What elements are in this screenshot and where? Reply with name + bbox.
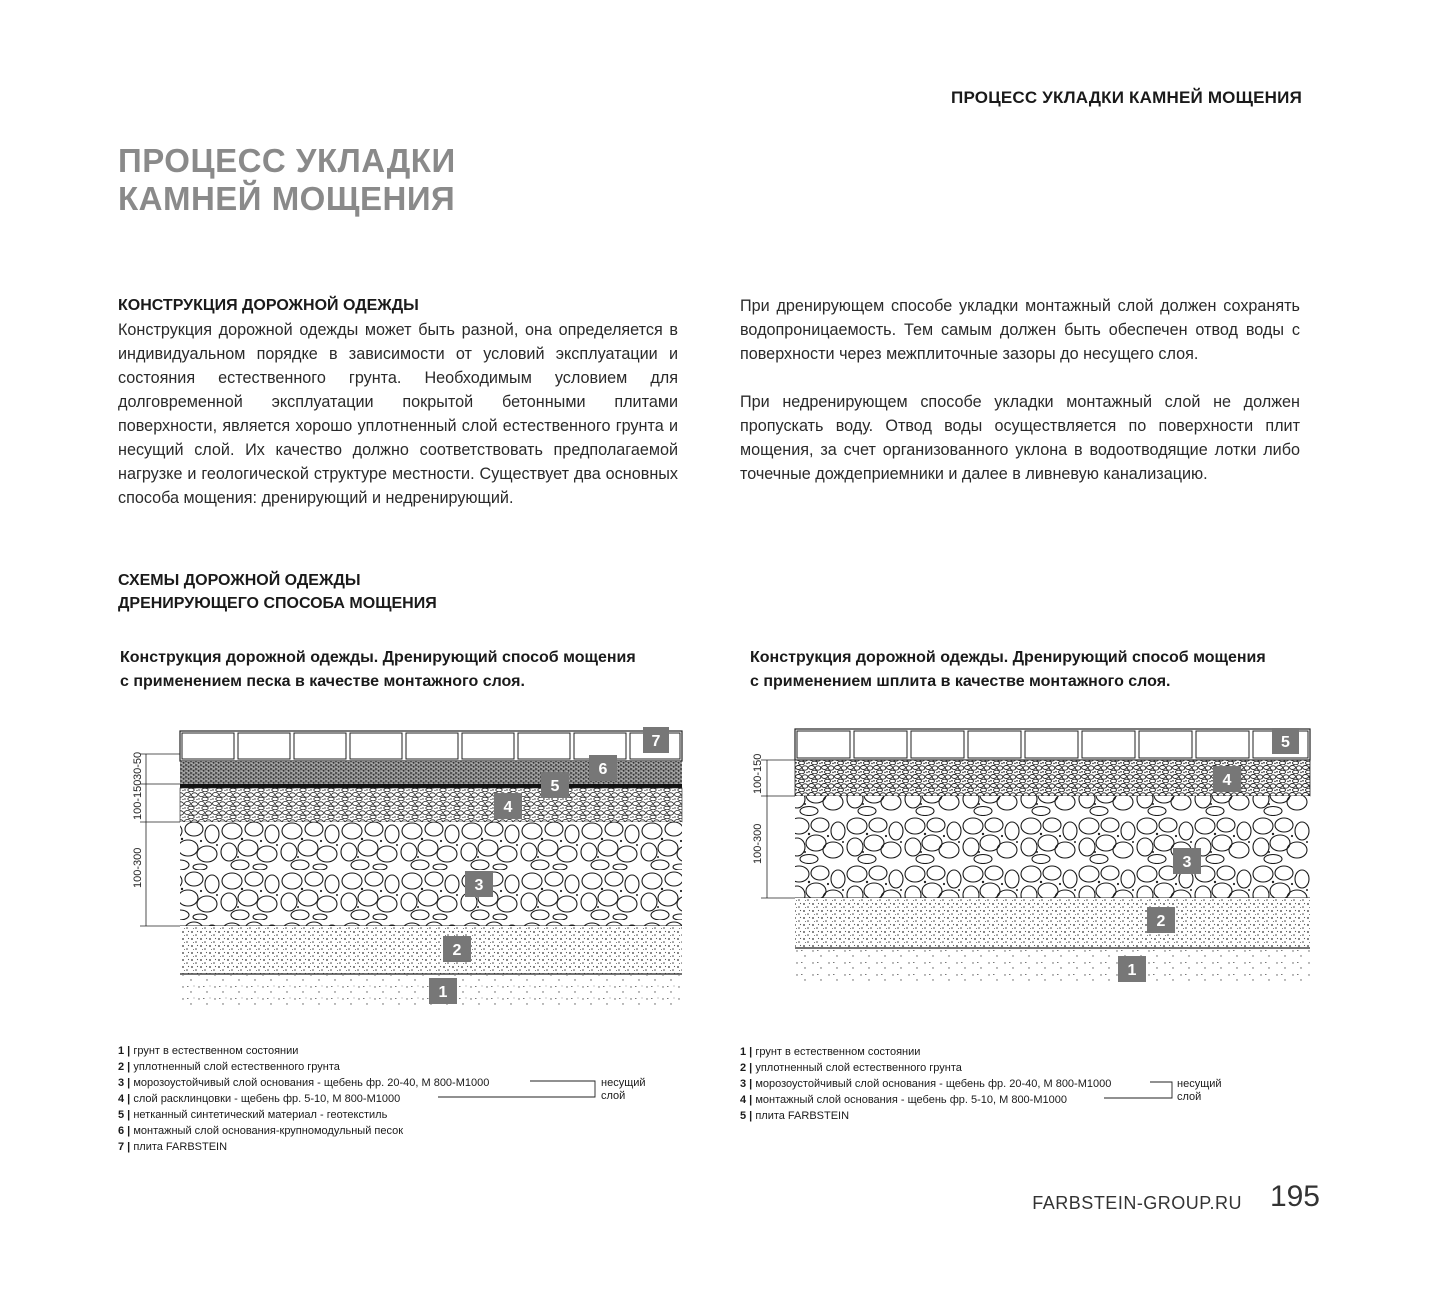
construction-body: Конструкция дорожной одежды может быть разной, она определяется в индивидуальном порядке в зависимости от условий эксплуатации и состояния естественного грунта. Необходимым условием для долговременной эксплуатации покрытой бетонными плитами поверхности, является хорошо уплотненный слой естественного грунта и несущий слой. Их качество должно соответствовать предполагаемой нагрузке и геологической структуре местности. Существует два основных способа мощения: дренирующий и недренирующий. [118,321,678,507]
left-dim-100-150: 100-150 [132,779,144,820]
left-layer-4-gravel [180,788,682,822]
right-dim-100-300: 100-300 [752,823,764,864]
svg-text:2: 2 [1156,913,1166,930]
drainage-section [740,294,1300,486]
left-badge-3 [465,871,493,897]
schemes-heading [118,569,437,615]
svg-text:4: 4 [1222,772,1232,789]
left-badge-1 [429,978,457,1004]
svg-text:7: 7 [651,733,661,750]
left-diagram-title-line1: Конструкция дорожной одежды. Дренирующий способ мощения [120,649,636,666]
left-section-diagram [100,720,700,1020]
left-bearing-label-line1: несущий [601,1077,646,1089]
right-badge-5 [1272,728,1299,754]
left-diagram-title [120,646,636,694]
right-layer-3-stones [795,796,1310,898]
page-title-line2: КАМНЕЙ МОЩЕНИЯ [118,180,456,217]
left-bearing-label [601,1077,646,1103]
svg-text:5: 5 [1281,734,1290,751]
right-diagram-title [750,646,1266,694]
left-badge-6 [589,755,617,781]
left-dimension-lines [140,754,180,926]
left-diagram-title-line2: с применением песка в качестве монтажного слоя. [120,673,525,690]
left-bearing-label-line2: слой [601,1090,626,1102]
right-legend [740,1044,1111,1124]
svg-text:1: 1 [438,984,448,1001]
svg-text:5: 5 [550,778,560,795]
right-bearing-bracket [1100,1077,1178,1101]
right-legend-item-5: 5 | плита FARBSTEIN [740,1110,850,1122]
left-legend-item-4: 4 | слой расклинцовки - щебень фр. 5-10, М 800-М1000 [118,1093,401,1105]
drainage-paragraph-1: При дренирующем способе укладки монтажный слой должен сохранять водопроницаемость. Тем самым должен быть обеспечен отвод воды с поверхности через межплиточные зазоры до несущего слоя. [740,297,1300,363]
svg-text:1: 1 [1127,962,1137,979]
svg-text:3: 3 [474,877,484,894]
svg-text:2: 2 [452,942,462,959]
right-bearing-label [1177,1078,1222,1104]
left-legend-item-2: 2 | уплотненный слой естественного грунта [118,1061,340,1073]
left-legend-item-5: 5 | нетканный синтетический материал - геотекстиль [118,1109,388,1121]
left-layer-5-geotextile [180,784,682,788]
svg-text:6: 6 [598,761,608,778]
construction-heading: КОНСТРУКЦИЯ ДОРОЖНОЙ ОДЕЖДЫ [118,297,419,314]
left-legend-item-3: 3 | морозоустойчивый слой основания - щебень фр. 20-40, М 800-М1000 [118,1077,490,1089]
page-number: 195 [1269,1180,1320,1213]
svg-text:3: 3 [1182,854,1192,871]
schemes-heading-line2: ДРЕНИРУЮЩЕГО СПОСОБА МОЩЕНИЯ [118,595,437,612]
right-dim-100-150: 100-150 [752,753,764,794]
right-badge-4 [1213,766,1241,792]
right-layer-2-compacted [795,898,1310,948]
left-badge-4 [494,793,522,819]
right-dimension-lines [761,760,796,898]
left-badge-5 [541,772,569,798]
left-dim-30-50: 30-50 [132,751,144,780]
construction-section [118,294,678,510]
right-diagram-title-line2: с применением шплита в качестве монтажного слоя. [750,673,1171,690]
right-badge-2 [1147,907,1175,933]
right-bearing-label-line2: слой [1177,1091,1202,1103]
right-legend-item-4: 4 | монтажный слой основания - щебень фр. 5-10, М 800-М1000 [740,1094,1067,1106]
left-layer-2-compacted [180,926,682,974]
right-diagram-title-line1: Конструкция дорожной одежды. Дренирующий способ мощения [750,649,1266,666]
drainage-paragraph-2: При недренирующем способе укладки монтажный слой не должен пропускать воду. Отвод воды осуществляется по поверхности плит мощения, за счет организованного уклона в водоотводящие лотки либо точечные дождеприемники и далее в ливневую канализацию. [740,393,1300,483]
right-layer-1-soil [795,949,1310,983]
running-header: ПРОЦЕСС УКЛАДКИ КАМНЕЙ МОЩЕНИЯ [951,88,1302,107]
page-title [118,142,456,218]
right-badge-1 [1118,956,1146,982]
right-legend-item-1: 1 | грунт в естественном состоянии [740,1046,921,1058]
schemes-heading-line1: СХЕМЫ ДОРОЖНОЙ ОДЕЖДЫ [118,572,361,589]
right-bearing-label-line1: несущий [1177,1078,1222,1090]
page-title-line1: ПРОЦЕСС УКЛАДКИ [118,142,456,179]
left-badge-7 [643,727,669,753]
right-legend-item-2: 2 | уплотненный слой естественного грунта [740,1062,962,1074]
footer-website: FARBSTEIN-GROUP.RU [1032,1193,1242,1213]
left-layer-3-stones [180,822,682,926]
left-bearing-bracket [436,1076,600,1100]
right-pavers [795,729,1310,760]
left-dim-100-300: 100-300 [132,847,144,888]
left-badge-2 [443,936,471,962]
svg-text:4: 4 [503,799,513,816]
left-legend [118,1043,489,1155]
left-legend-item-7: 7 | плита FARBSTEIN [118,1141,228,1153]
left-legend-item-1: 1 | грунт в естественном состоянии [118,1045,299,1057]
right-section-diagram [730,720,1330,1000]
left-legend-item-6: 6 | монтажный слой основания-крупномодульный песок [118,1125,404,1137]
right-badge-3 [1173,848,1201,874]
right-legend-item-3: 3 | морозоустойчивый слой основания - щебень фр. 20-40, М 800-М1000 [740,1078,1112,1090]
